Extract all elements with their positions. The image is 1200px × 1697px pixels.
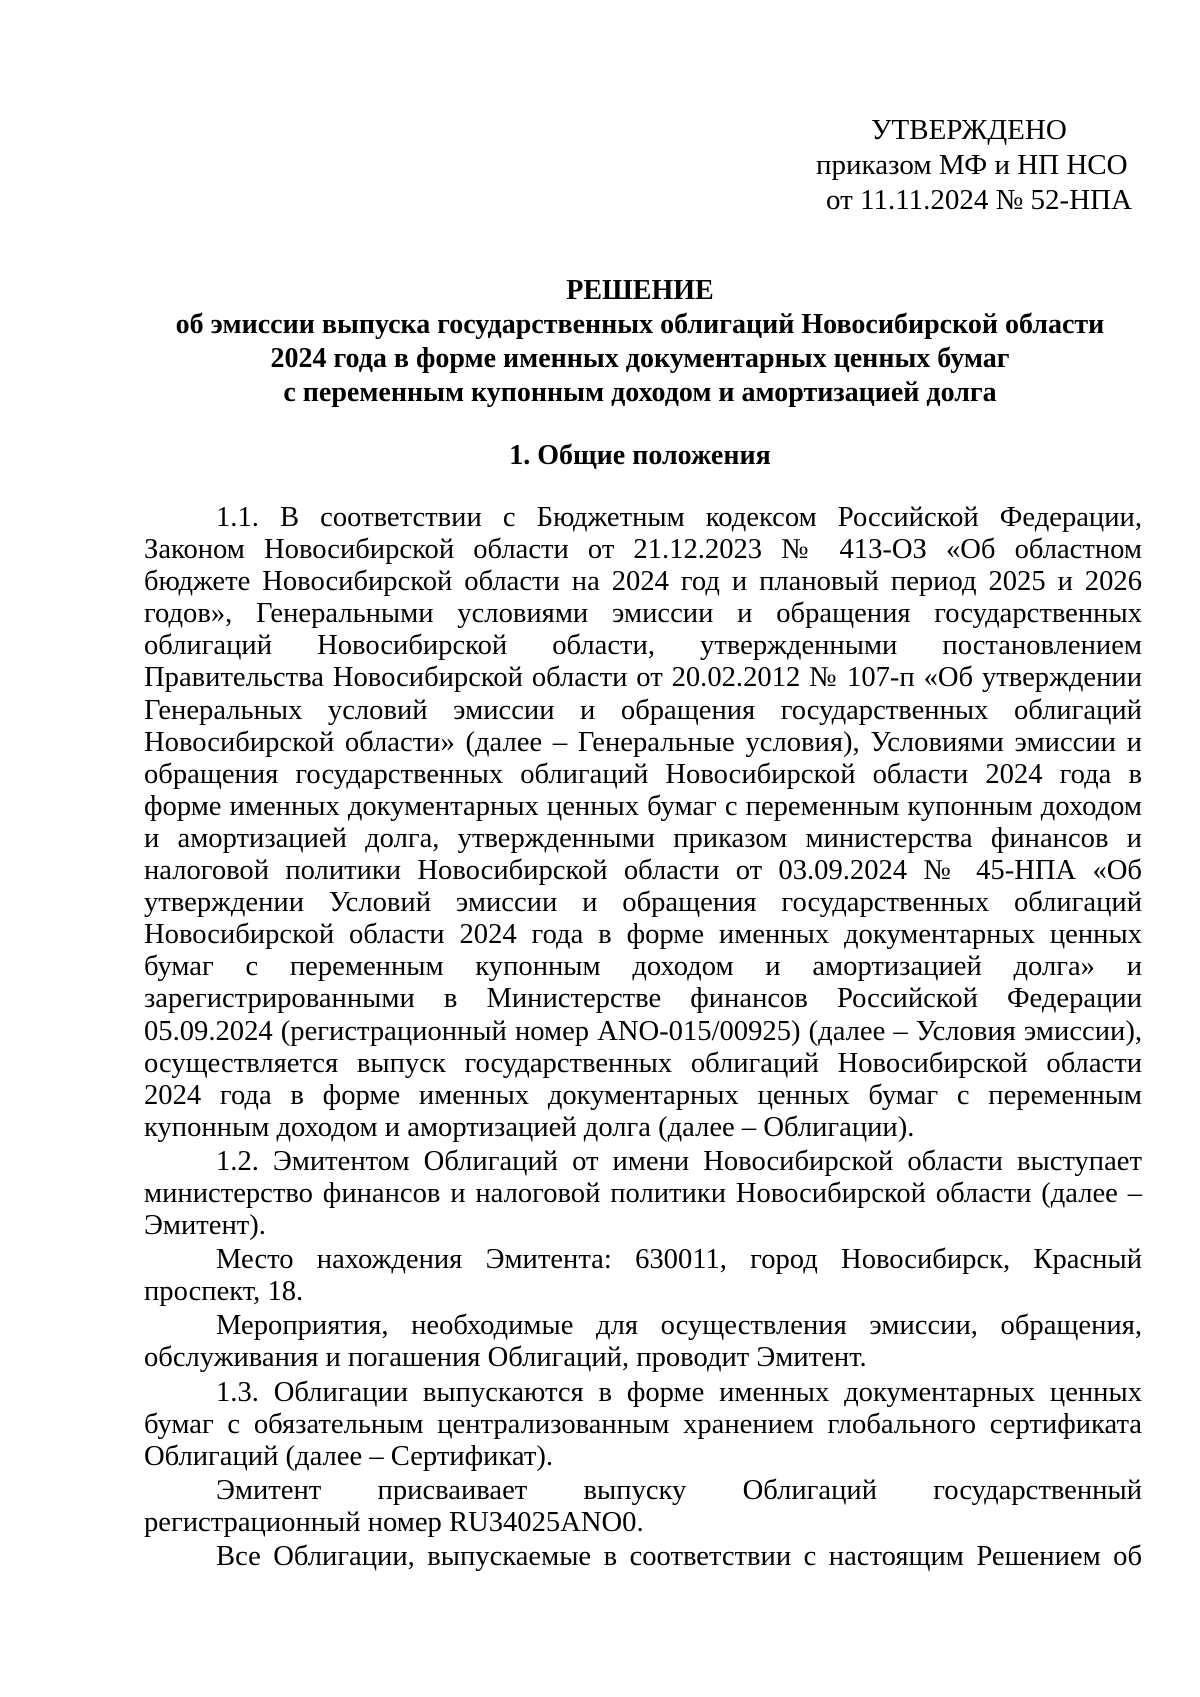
- document-title: [140, 274, 1140, 410]
- title-line-3: с переменным купонным доходом и амортизацией долга: [283, 377, 997, 408]
- paragraph-continued: Все Облигации, выпускаемые в соответствии с настоящим Решением об: [216, 1541, 1142, 1572]
- approval-order: приказом МФ и НП НСО: [816, 149, 1128, 181]
- paragraph-issuer-activities: Мероприятия, необходимые для осуществления эмиссии, обращения, обслуживания и погашения Облигаций, проводит Эмитент.: [144, 1310, 1142, 1374]
- paragraph-1-2: 1.2. Эмитентом Облигаций от имени Новосибирской области выступает министерство финансов и налоговой политики Новосибирской области (далее – Эмитент).: [144, 1145, 1142, 1242]
- paragraph-issuer-location: Место нахождения Эмитента: 630011, город Новосибирск, Красный проспект, 18.: [144, 1244, 1142, 1308]
- body-text: [144, 502, 1142, 1575]
- approval-label: УТВЕРЖДЕНО: [871, 114, 1067, 146]
- paragraph-1-3: 1.3. Облигации выпускаются в форме именных документарных ценных бумаг с обязательным централизованным хранением глобального сертификата Облигаций (далее – Сертификат).: [144, 1376, 1142, 1472]
- paragraph-1-1: 1.1. В соответствии с Бюджетным кодексом Российской Федерации, Законом Новосибирской области от 21.12.2023 № 413-ОЗ «Об областном бюджете Новосибирской области на 2024 год и плановый период 2025 и 2026 годов», Генеральными условиями эмиссии и обращения государственных облигаций Новосибирской области, утвержденными постановлением Правительства Новосибирской области от 20.02.2012 № 107-п «Об утверждении Генеральных условий эмиссии и обращения государственных облигаций Новосибирской области» (далее – Генеральные условия), Условиями эмиссии и обращения государственных облигаций Новосибирской области 2024 года в форме именных документарных ценных бумаг с переменным купонным доходом и амортизацией долга, утвержденными приказом министерства финансов и налоговой политики Новосибирской области от 03.09.2024 № 45-НПА «Об утверждении Условий эмиссии и обращения государственных облигаций Новосибирской области 2024 года в форме именных документарных ценных бумаг с переменным купонным доходом и амортизацией долга» и зарегистрированными в Министерстве финансов Российской Федерации 05.09.2024 (регистрационный номер ANO-015/00925) (далее – Условия эмиссии), осуществляется выпуск государственных облигаций Новосибирской области 2024 года в форме именных документарных ценных бумаг с переменным купонным доходом и амортизацией долга (далее – Облигации).: [144, 502, 1142, 1143]
- approval-date-number: от 11.11.2024 № 52-НПА: [826, 184, 1133, 216]
- approval-stamp: [800, 113, 1140, 218]
- title-line-1: об эмиссии выпуска государственных облигаций Новосибирской области: [175, 309, 1105, 340]
- section-heading: 1. Общие положения: [509, 440, 771, 471]
- title-heading: РЕШЕНИЕ: [566, 275, 714, 306]
- title-line-2: 2024 года в форме именных документарных ценных бумаг: [270, 343, 1010, 374]
- paragraph-registration-number: Эмитент присваивает выпуску Облигаций государственный регистрационный номер RU34025ANO0.: [144, 1474, 1142, 1538]
